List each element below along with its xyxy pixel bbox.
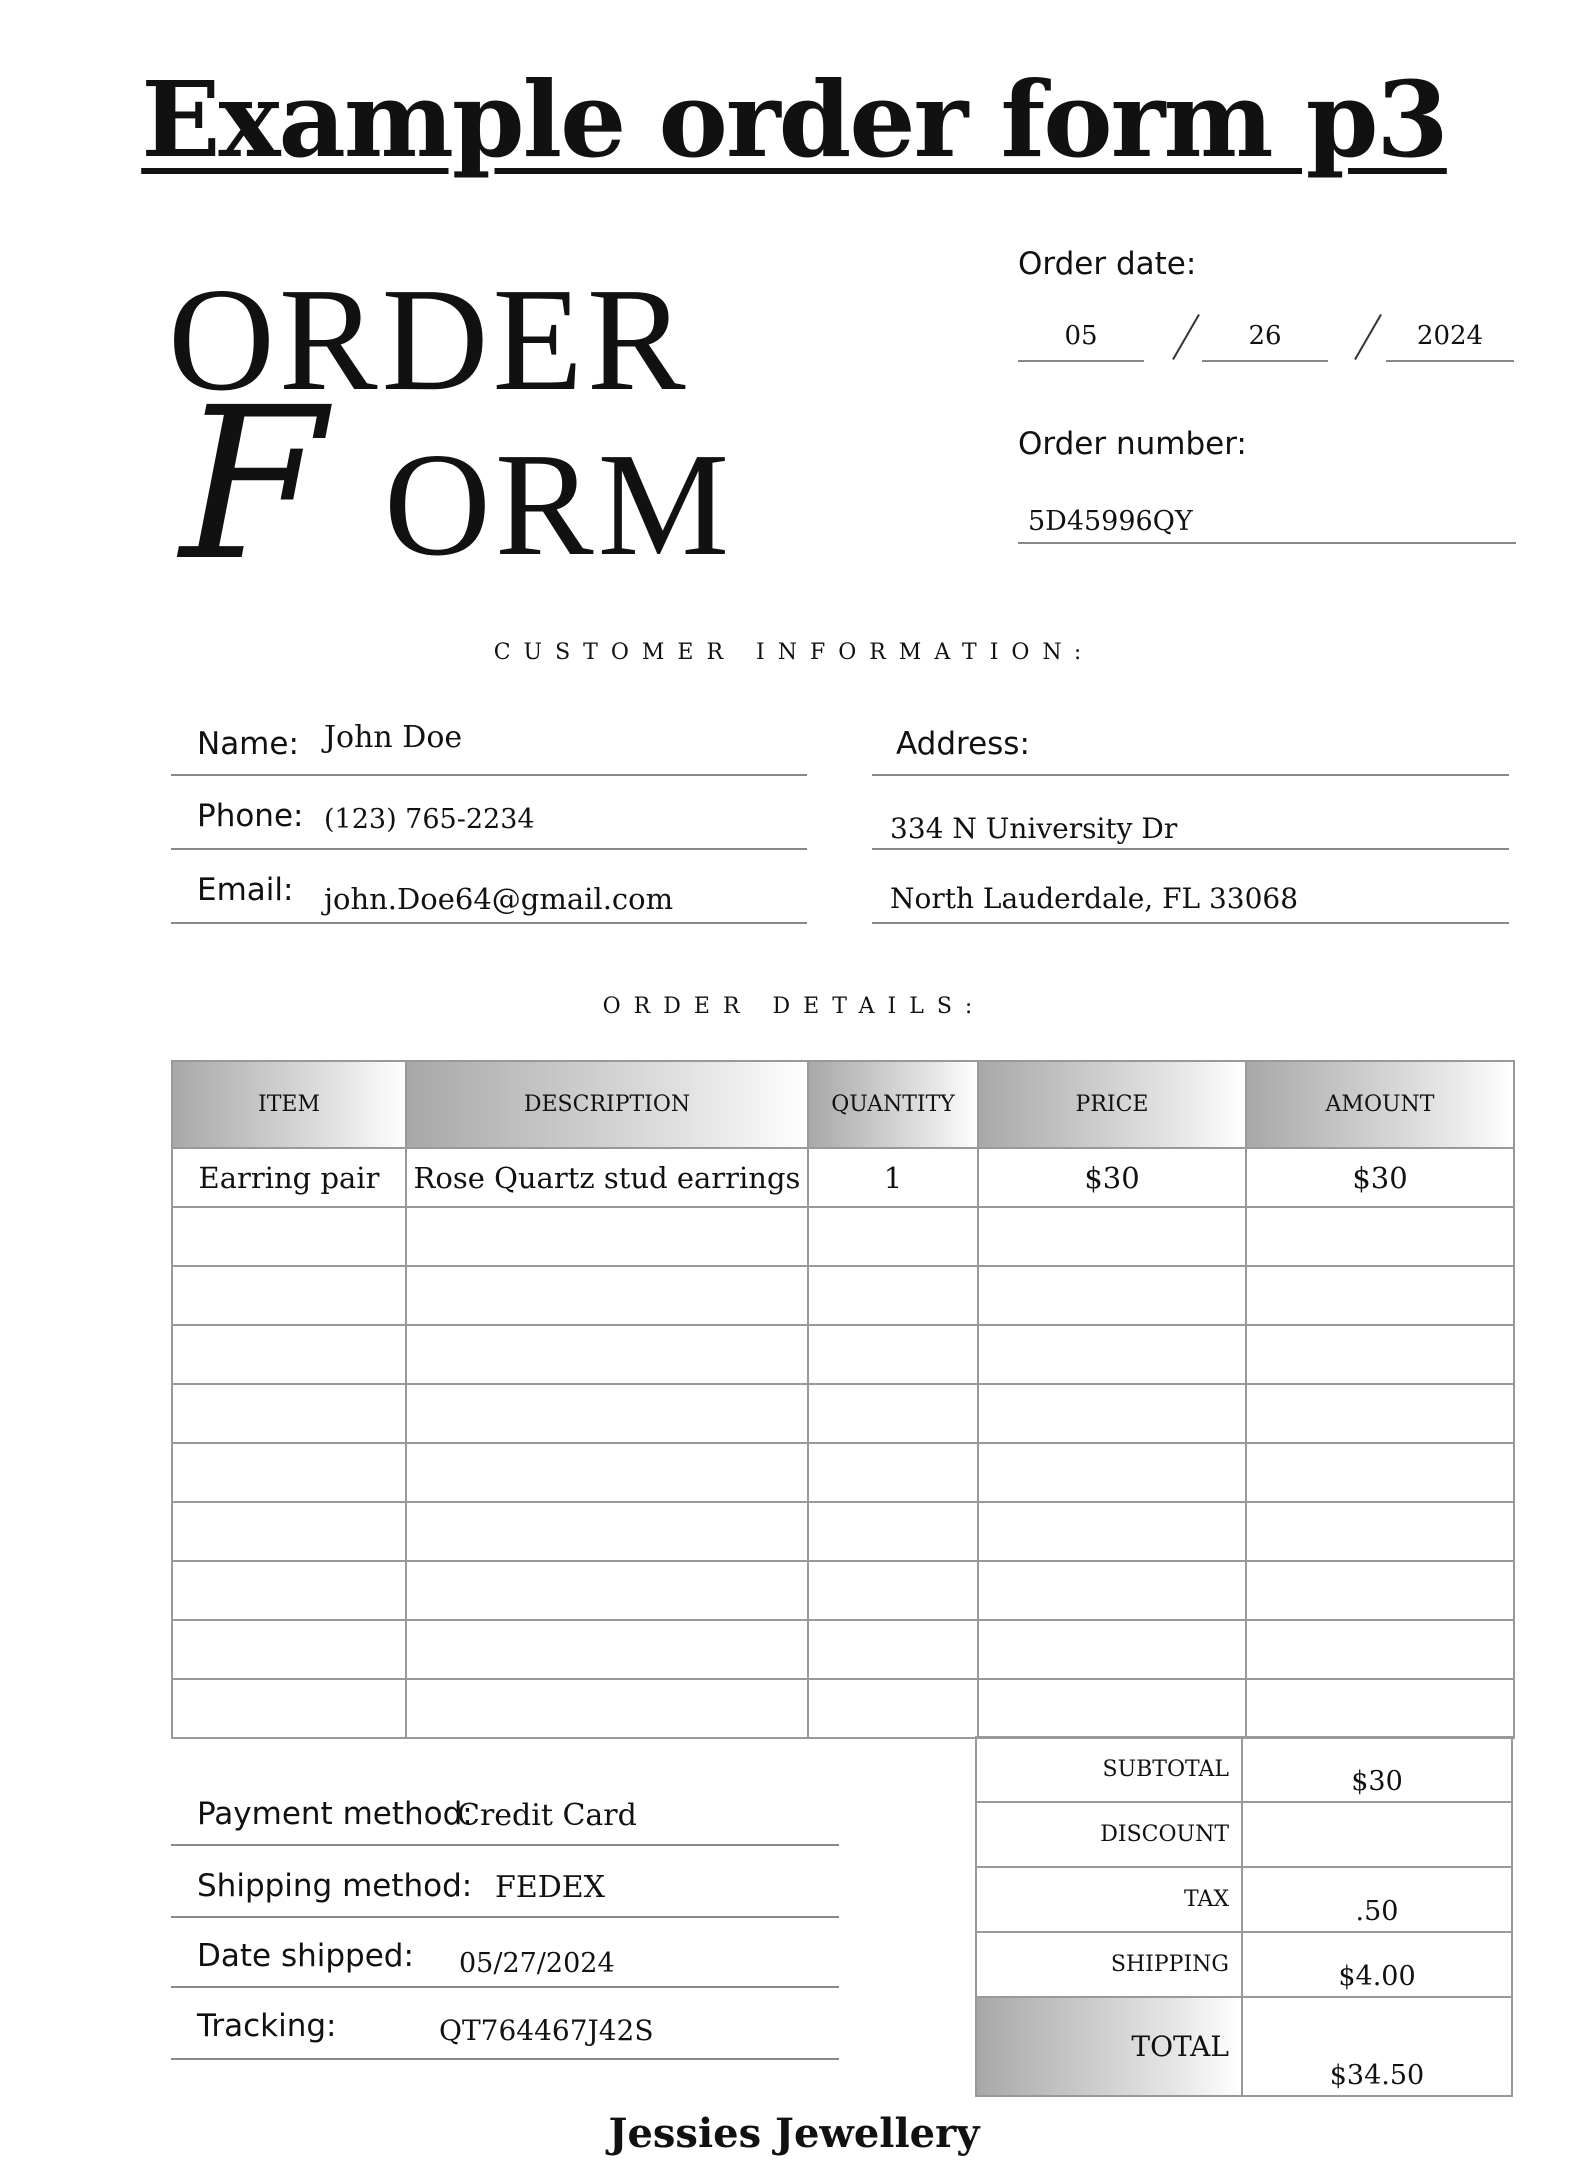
name-row: [171, 712, 807, 776]
shipping-method-field[interactable]: FEDEX: [495, 1870, 606, 1905]
order-date-day[interactable]: 26: [1202, 312, 1328, 362]
date-shipped-label: Date shipped:: [197, 1938, 414, 1974]
email-row: [171, 860, 807, 924]
date-separator: [1172, 314, 1200, 360]
address-line1-field[interactable]: 334 N University Dr: [890, 812, 1178, 845]
order-number-label: Order number:: [1018, 426, 1247, 462]
email-label: Email:: [197, 872, 294, 908]
name-label: Name:: [197, 726, 299, 762]
order-form-logo-line1: ORDER: [168, 258, 690, 422]
table-row: [172, 1325, 1514, 1384]
address-row-label: [872, 712, 1509, 776]
cell-item[interactable]: [172, 1620, 406, 1679]
cell-price[interactable]: [978, 1679, 1246, 1738]
cell-quantity[interactable]: [808, 1620, 978, 1679]
customer-info-heading: CUSTOMER INFORMATION:: [493, 640, 1095, 665]
date-shipped-row: [171, 1922, 839, 1988]
table-row: [172, 1384, 1514, 1443]
cell-amount[interactable]: [1246, 1384, 1514, 1443]
payment-method-label: Payment method:: [197, 1796, 473, 1832]
cell-amount[interactable]: $30: [1246, 1148, 1514, 1207]
email-field[interactable]: john.Doe64@gmail.com: [324, 882, 674, 916]
cell-quantity[interactable]: [808, 1443, 978, 1502]
cell-description[interactable]: [406, 1561, 808, 1620]
order-date-month[interactable]: 05: [1018, 312, 1144, 362]
address-line2-row: [872, 860, 1509, 924]
order-form-logo-script-f: F: [180, 362, 326, 607]
cell-amount[interactable]: [1246, 1561, 1514, 1620]
cell-item[interactable]: [172, 1443, 406, 1502]
cell-item[interactable]: [172, 1384, 406, 1443]
total-value[interactable]: $34.50: [1242, 1997, 1512, 2096]
cell-amount[interactable]: [1246, 1266, 1514, 1325]
cell-description[interactable]: [406, 1325, 808, 1384]
cell-item[interactable]: [172, 1207, 406, 1266]
brand-name: Jessies Jewellery: [608, 2110, 980, 2157]
cell-description[interactable]: [406, 1266, 808, 1325]
cell-amount[interactable]: [1246, 1207, 1514, 1266]
page-title: Example order form p3: [141, 58, 1447, 181]
subtotal-row: [976, 1737, 1512, 1802]
cell-price[interactable]: [978, 1325, 1246, 1384]
tracking-field[interactable]: QT764467J42S: [439, 2014, 654, 2047]
table-row: [172, 1679, 1514, 1738]
cell-quantity[interactable]: [808, 1502, 978, 1561]
table-row: [172, 1502, 1514, 1561]
tax-row: [976, 1867, 1512, 1932]
order-number-field[interactable]: 5D45996QY: [1018, 500, 1516, 544]
cell-price[interactable]: [978, 1620, 1246, 1679]
phone-row: [171, 786, 807, 850]
payment-method-row: [171, 1780, 839, 1846]
date-shipped-field[interactable]: 05/27/2024: [459, 1948, 615, 1979]
date-separator: [1354, 314, 1382, 360]
cell-price[interactable]: [978, 1443, 1246, 1502]
order-date-year[interactable]: 2024: [1386, 312, 1514, 362]
subtotal-label: SUBTOTAL: [976, 1737, 1242, 1802]
tracking-label: Tracking:: [197, 2008, 337, 2044]
subtotal-value[interactable]: $30: [1242, 1737, 1512, 1802]
discount-value[interactable]: [1242, 1802, 1512, 1867]
name-field[interactable]: John Doe: [324, 720, 463, 755]
cell-quantity[interactable]: 1: [808, 1148, 978, 1207]
table-row: [172, 1266, 1514, 1325]
cell-description[interactable]: [406, 1620, 808, 1679]
table-row: [172, 1620, 1514, 1679]
shipping-value[interactable]: $4.00: [1242, 1932, 1512, 1997]
column-header-item: ITEM: [172, 1061, 406, 1148]
cell-item[interactable]: [172, 1266, 406, 1325]
total-row: [976, 1997, 1512, 2096]
shipping-label: SHIPPING: [976, 1932, 1242, 1997]
table-row: [172, 1148, 1514, 1207]
cell-quantity[interactable]: [808, 1384, 978, 1443]
address-line2-field[interactable]: North Lauderdale, FL 33068: [890, 882, 1299, 915]
cell-quantity[interactable]: [808, 1325, 978, 1384]
cell-price[interactable]: [978, 1502, 1246, 1561]
address-line1-row: [872, 786, 1509, 850]
column-header-amount: AMOUNT: [1246, 1061, 1514, 1148]
cell-description[interactable]: [406, 1502, 808, 1561]
table-row: [172, 1207, 1514, 1266]
table-row: [172, 1443, 1514, 1502]
cell-description[interactable]: [406, 1443, 808, 1502]
order-details-heading: ORDER DETAILS:: [602, 994, 986, 1019]
cell-price[interactable]: [978, 1207, 1246, 1266]
cell-amount[interactable]: [1246, 1502, 1514, 1561]
cell-price[interactable]: [978, 1561, 1246, 1620]
cell-price[interactable]: $30: [978, 1148, 1246, 1207]
cell-amount[interactable]: [1246, 1679, 1514, 1738]
discount-label: DISCOUNT: [976, 1802, 1242, 1867]
phone-label: Phone:: [197, 798, 304, 834]
cell-item[interactable]: [172, 1325, 406, 1384]
payment-method-field[interactable]: Credit Card: [457, 1798, 637, 1833]
cell-description[interactable]: [406, 1384, 808, 1443]
cell-amount[interactable]: [1246, 1620, 1514, 1679]
cell-description[interactable]: [406, 1207, 808, 1266]
address-label: Address:: [896, 726, 1030, 762]
tax-label: TAX: [976, 1867, 1242, 1932]
shipping-method-row: [171, 1852, 839, 1918]
order-form-logo-line2: ORM: [384, 423, 734, 587]
cell-quantity[interactable]: [808, 1561, 978, 1620]
cell-quantity[interactable]: [808, 1207, 978, 1266]
tax-value[interactable]: .50: [1242, 1867, 1512, 1932]
shipping-row: [976, 1932, 1512, 1997]
cell-price[interactable]: [978, 1384, 1246, 1443]
tracking-row: [171, 1994, 839, 2060]
column-header-quantity: QUANTITY: [808, 1061, 978, 1148]
order-date-label: Order date:: [1018, 246, 1197, 282]
cell-item[interactable]: [172, 1561, 406, 1620]
table-row: [172, 1561, 1514, 1620]
column-header-description: DESCRIPTION: [406, 1061, 808, 1148]
total-label: TOTAL: [976, 1997, 1242, 2096]
cell-item[interactable]: [172, 1502, 406, 1561]
cell-description[interactable]: Rose Quartz stud earrings: [406, 1148, 808, 1207]
cell-item[interactable]: [172, 1679, 406, 1738]
order-items-table: [171, 1060, 1515, 1739]
cell-amount[interactable]: [1246, 1325, 1514, 1384]
shipping-method-label: Shipping method:: [197, 1868, 473, 1904]
cell-amount[interactable]: [1246, 1443, 1514, 1502]
table-header-row: [172, 1061, 1514, 1148]
cell-quantity[interactable]: [808, 1266, 978, 1325]
discount-row: [976, 1802, 1512, 1867]
cell-description[interactable]: [406, 1679, 808, 1738]
cell-item[interactable]: Earring pair: [172, 1148, 406, 1207]
phone-field[interactable]: (123) 765-2234: [324, 804, 535, 835]
cell-quantity[interactable]: [808, 1679, 978, 1738]
totals-table: [975, 1736, 1513, 2097]
cell-price[interactable]: [978, 1266, 1246, 1325]
column-header-price: PRICE: [978, 1061, 1246, 1148]
